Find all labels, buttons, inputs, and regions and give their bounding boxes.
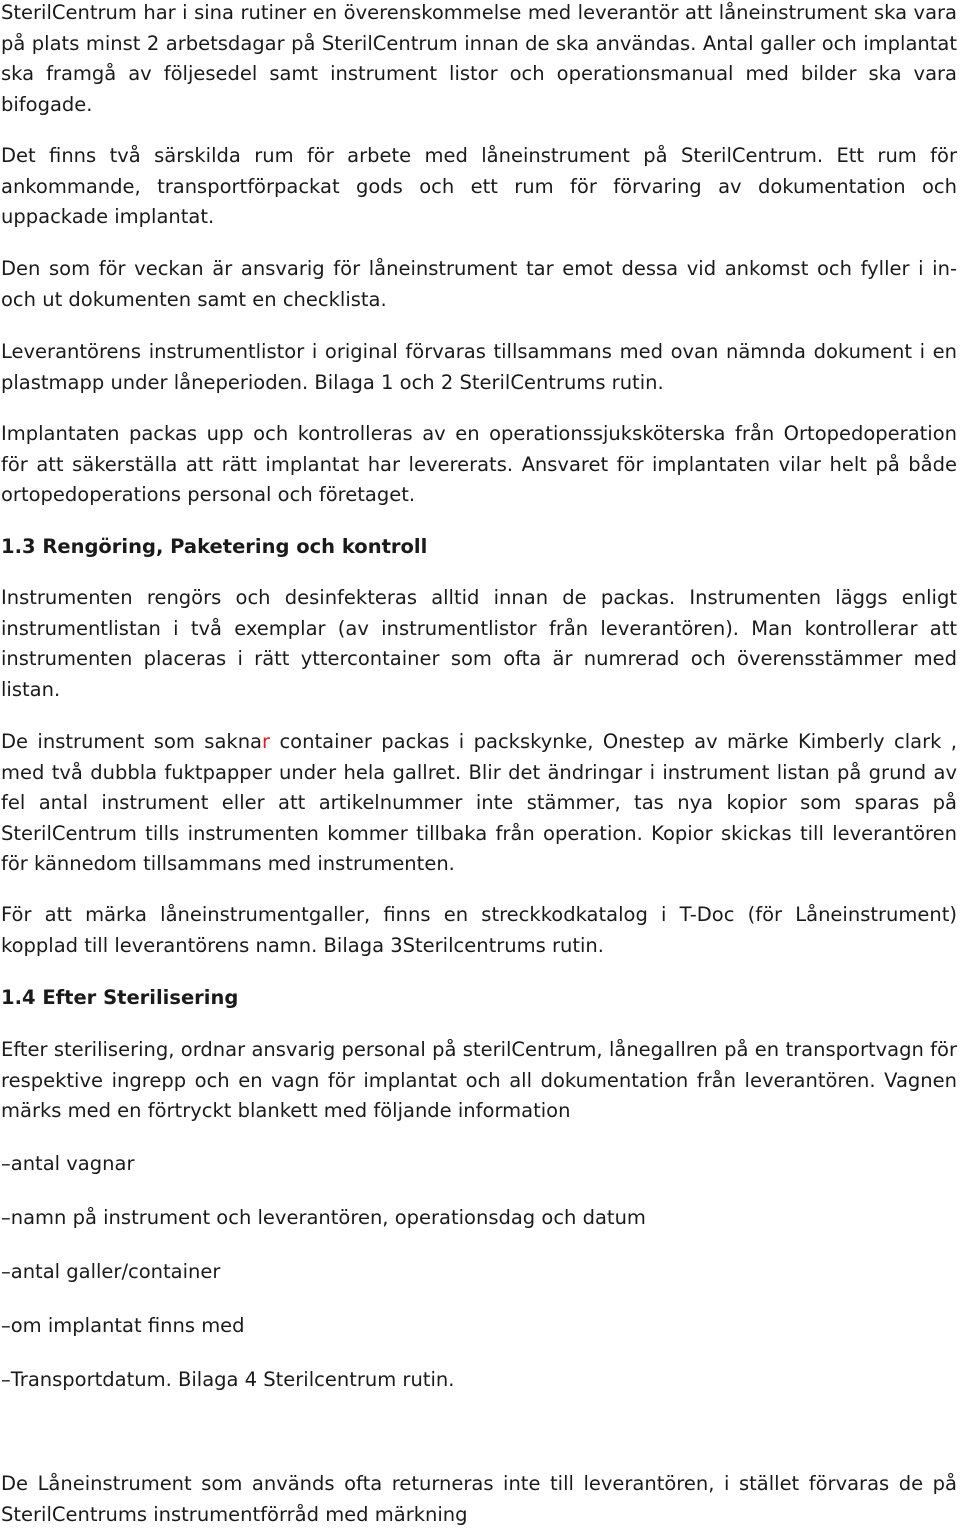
paragraph-after-sterilization: Efter sterilisering, ordnar ansvarig personal på sterilCentrum, lånegallren på en transportvagn för respektive ingrepp och en vagn för implantat och all dokumentation från leverantören. Vagnen märks med en förtryckt blankett med följande information xyxy=(1,1038,957,1122)
list-item: –antal galler/container xyxy=(1,1260,221,1283)
packing-text-red-letter: r xyxy=(262,730,271,753)
paragraph-lending-agreement: SterilCentrum har i sina rutiner en överenskommelse med leverantör att låneinstrument ska vara på plats minst 2 arbetsdagar på SterilCentrum innan de ska användas. Antal galler och implantat ska framgå av följesedel samt instrument listor och operationsmanual med bilder ska vara bifogade. xyxy=(1,1,957,116)
paragraph-frequent-instruments: De Låneinstrument som används ofta returneras inte till leverantören, i stället förvaras de på SterilCentrums instrumentförråd med märkning xyxy=(1,1472,957,1526)
packing-text-end: container packas i packskynke, Onestep av märke Kimberly clark , med två dubbla fuktpapper under hela gallret. Blir det ändringar i instrument listan på grund av fel antal instrument eller att artikelnummer inte stämmer, tas nya kopior som sparas på SterilCentrum tills instrumenten kommer tillbaka från operation. Kopior skickas till leverantören för kännedom tillsammans med instrumenten. xyxy=(1,730,957,875)
paragraph-packing xyxy=(1,727,957,880)
paragraph-cleaning: Instrumenten rengörs och desinfekteras alltid innan de packas. Instrumenten läggs enligt instrumentlistan i två exemplar (av instrumentlistor från leverantören). Man kontrollerar att instrumenten placeras i rätt yttercontainer som ofta är numrerad och överensstämmer med listan. xyxy=(1,586,957,701)
section-heading-after-sterilization: 1.4 Efter Sterilisering xyxy=(1,986,239,1009)
list-item: –Transportdatum. Bilaga 4 Sterilcentrum rutin. xyxy=(1,1368,455,1391)
paragraph-rooms: Det finns två särskilda rum för arbete med låneinstrument på SterilCentrum. Ett rum för ankommande, transportförpackat gods och ett rum för förvaring av dokumentation och uppackade implantat. xyxy=(1,144,957,228)
list-item: –om implantat finns med xyxy=(1,1314,245,1337)
section-heading-cleaning: 1.3 Rengöring, Paketering och kontroll xyxy=(1,535,428,558)
paragraph-responsible-person: Den som för veckan är ansvarig för låneinstrument tar emot dessa vid ankomst och fyller i in- och ut dokumenten samt en checklista. xyxy=(1,257,957,311)
paragraph-implants: Implantaten packas upp och kontrolleras av en operationssjuksköterska från Ortopedoperation för att säkerställa att rätt implantat har levererats. Ansvaret för implantaten vilar helt på både ortopedoperations personal och företaget. xyxy=(1,422,957,506)
packing-text-start: De instrument som sakna xyxy=(1,730,263,753)
list-item: –namn på instrument och leverantören, operationsdag och datum xyxy=(1,1206,646,1229)
list-item: –antal vagnar xyxy=(1,1152,135,1175)
paragraph-barcode-catalog: För att märka låneinstrumentgaller, finns en streckkodkatalog i T-Doc (för Låneinstrument) kopplad till leverantörens namn. Bilaga 3Sterilcentrums rutin. xyxy=(1,903,957,957)
paragraph-supplier-lists: Leverantörens instrumentlistor i original förvaras tillsammans med ovan nämnda dokument i en plastmapp under låneperioden. Bilaga 1 och 2 SterilCentrums rutin. xyxy=(1,340,957,394)
